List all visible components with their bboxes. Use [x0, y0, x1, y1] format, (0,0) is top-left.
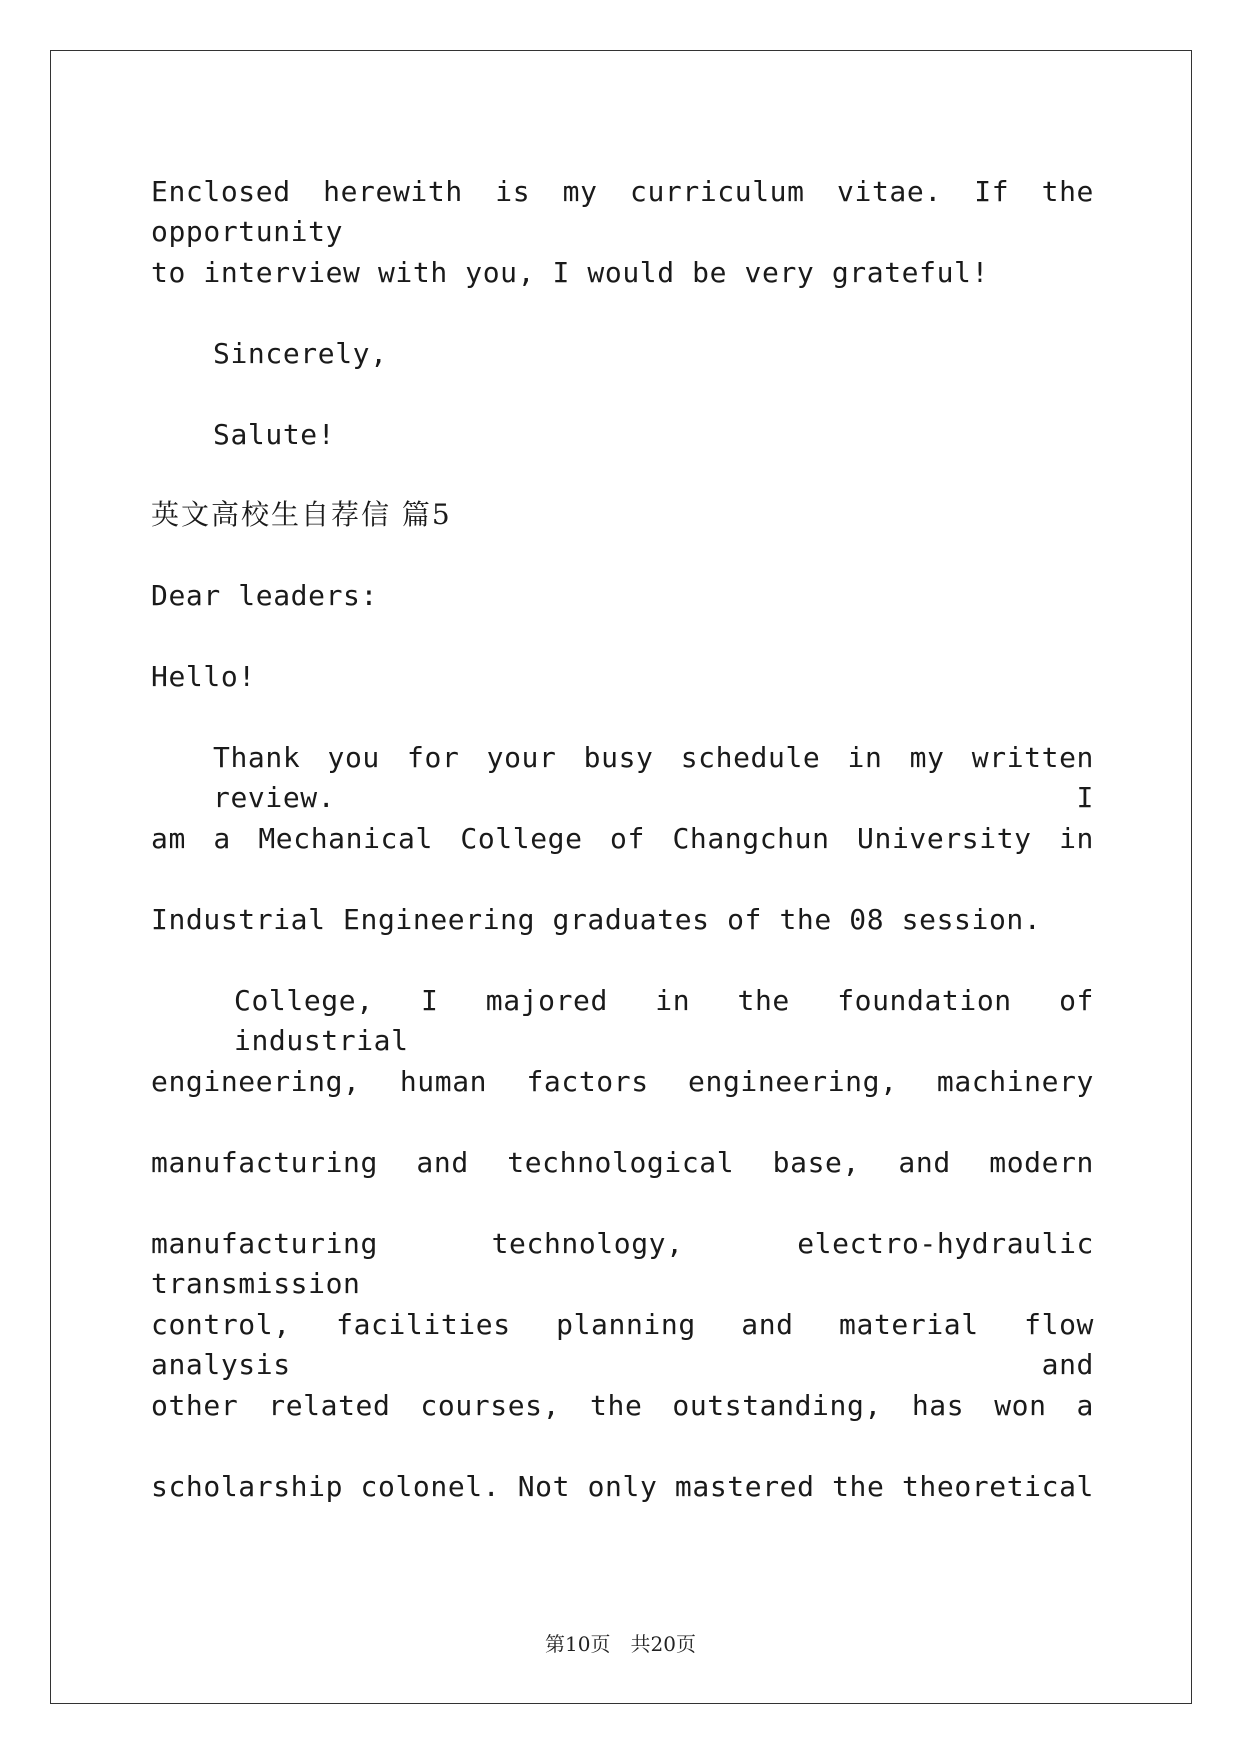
greeting: Hello! [151, 660, 256, 693]
closing-sincerely: Sincerely, [213, 337, 388, 370]
salutation: Dear leaders: [151, 579, 378, 612]
body-line-1: Enclosed herewith is my curriculum vitae. If the opportunity [151, 175, 1094, 248]
paragraph-1-line-2: am a Mechanical College of Changchun University in [151, 822, 1094, 855]
paragraph-2-line-2: engineering, human factors engineering, machinery [151, 1065, 1094, 1098]
paragraph-2-line-6: other related courses, the outstanding, has won a [151, 1389, 1094, 1422]
paragraph-2-line-5: control, facilities planning and material flow analysis and [151, 1308, 1094, 1381]
paragraph-2-line-3: manufacturing and technological base, and modern [151, 1146, 1094, 1179]
closing-salute: Salute! [213, 418, 336, 451]
paragraph-2-line-7: scholarship colonel. Not only mastered the theoretical [151, 1470, 1094, 1503]
paragraph-2-line-4: manufacturing technology, electro-hydraulic transmission [151, 1227, 1094, 1300]
page-border [50, 50, 1192, 1704]
body-line-2: to interview with you, I would be very grateful! [151, 256, 989, 289]
paragraph-1-line-3: Industrial Engineering graduates of the 08 session. [151, 903, 1042, 936]
page-number-footer: 第10页 共20页 [545, 1632, 696, 1656]
section-heading: 英文高校生自荐信 篇5 [151, 498, 452, 531]
paragraph-2-line-1: College, I majored in the foundation of industrial [234, 984, 1094, 1057]
paragraph-1-line-1: Thank you for your busy schedule in my written review. I [213, 741, 1094, 814]
